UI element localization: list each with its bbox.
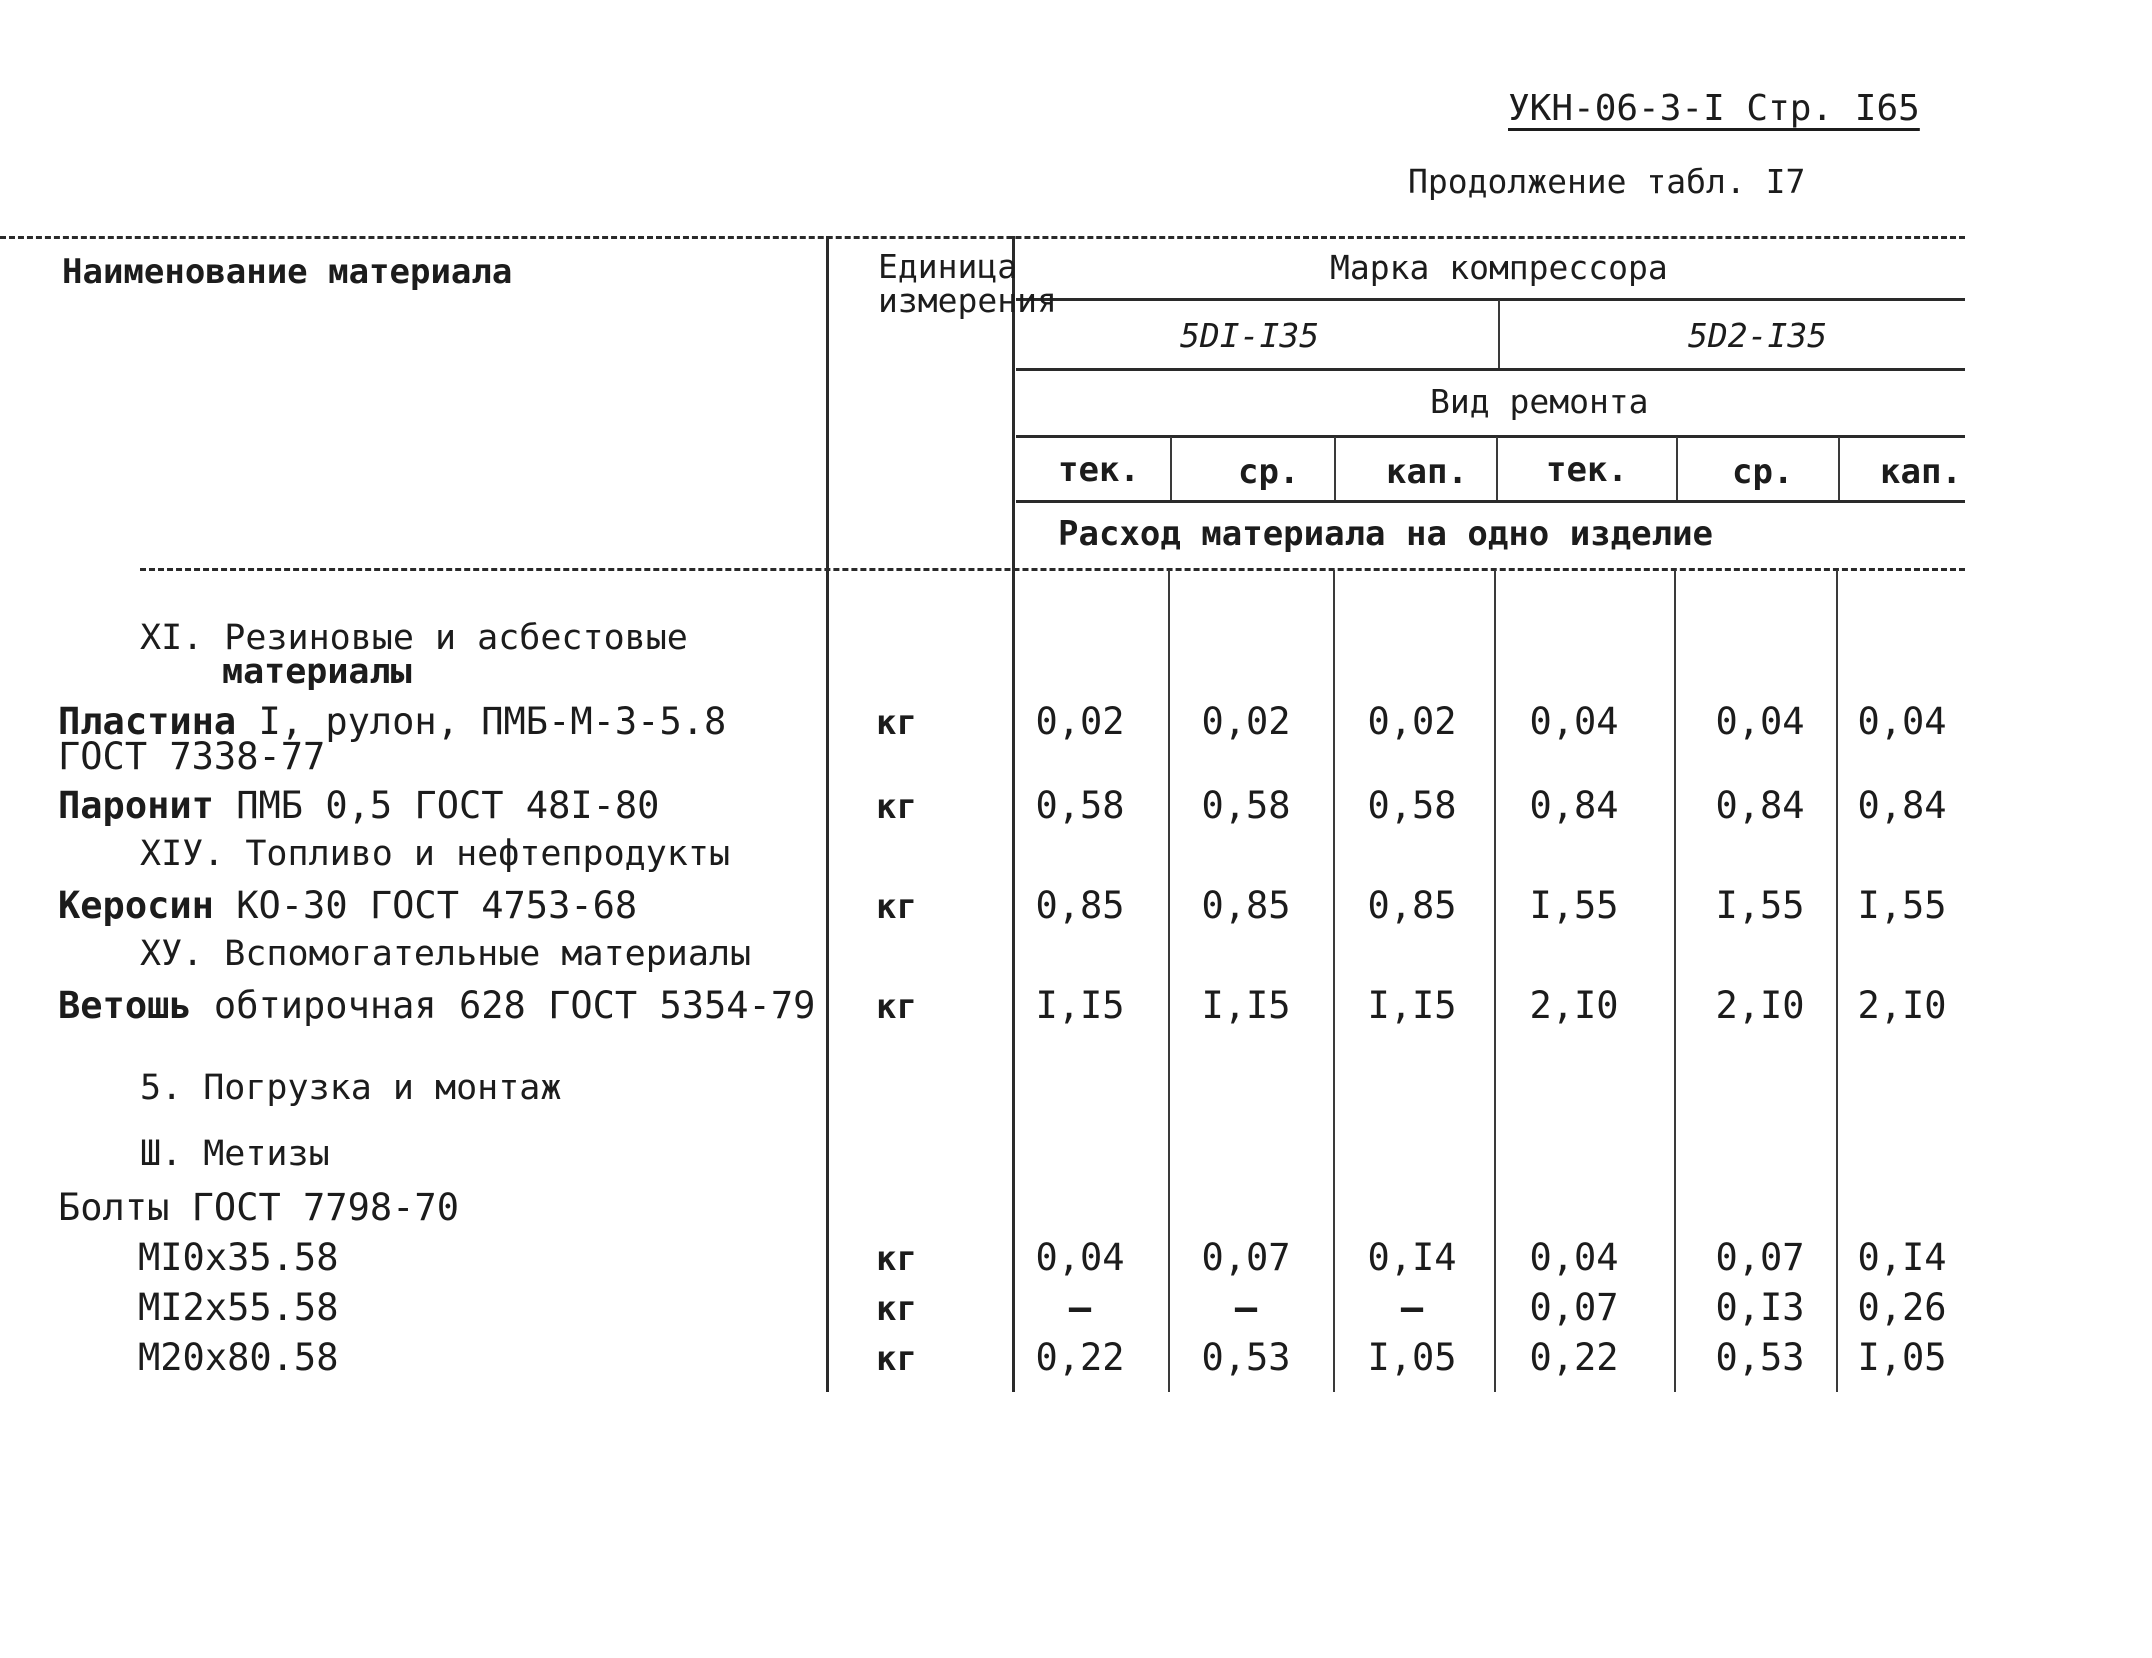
header-unit: Единица измерения — [878, 247, 1057, 320]
table-cell: 0,02 — [1367, 700, 1457, 743]
table-cell: 0,04 — [1529, 1236, 1619, 1279]
rule-under-brand — [1016, 298, 1965, 301]
table-top-rule — [0, 236, 1965, 239]
table-cell: I,55 — [1857, 884, 1947, 927]
col-divider-kind-4 — [1676, 437, 1678, 500]
table-continuation-note: Продолжение табл. I7 — [1408, 162, 1806, 201]
header-kind-6: кап. — [1880, 452, 1962, 492]
table-cell: 0,85 — [1201, 884, 1291, 927]
table-cell: 2,I0 — [1715, 984, 1805, 1027]
table-cell: 0,04 — [1035, 1236, 1125, 1279]
header-repair-type: Вид ремонта — [1430, 382, 1649, 421]
col-divider-kind-1 — [1170, 437, 1172, 500]
row-unit: кг — [876, 887, 917, 927]
table-cell: I,I5 — [1035, 984, 1125, 1027]
table-cell: 0,07 — [1529, 1286, 1619, 1329]
table-cell: 2,I0 — [1857, 984, 1947, 1027]
header-compressor-brand: Марка компрессора — [1330, 248, 1668, 287]
table-cell: 0,22 — [1035, 1336, 1125, 1379]
table-cell: – — [1400, 1286, 1424, 1329]
col-divider-models — [1498, 300, 1500, 368]
row-unit: кг — [876, 703, 917, 743]
table-cell: 0,53 — [1715, 1336, 1805, 1379]
row-name-rags: Ветошь обтирочная 628 ГОСТ 5354-79 — [58, 984, 816, 1027]
table-cell: 0,07 — [1201, 1236, 1291, 1279]
rule-under-models — [1016, 368, 1965, 371]
header-kind-4: тек. — [1546, 450, 1628, 490]
row-unit: кг — [876, 787, 917, 827]
section-auxiliary: ХУ. Вспомогательные материалы — [140, 934, 752, 974]
table-cell: 0,I4 — [1857, 1236, 1947, 1279]
table-cell: – — [1068, 1286, 1092, 1329]
row-unit: кг — [876, 1289, 917, 1329]
header-consumption: Расход материала на одно изделие — [1058, 514, 1714, 554]
table-cell: I,I5 — [1367, 984, 1457, 1027]
row-name-paronite: Паронит ПМБ 0,5 ГОСТ 48I-80 — [58, 784, 660, 827]
table-cell: I,05 — [1367, 1336, 1457, 1379]
table-cell: 0,04 — [1857, 700, 1947, 743]
table-cell: 0,02 — [1035, 700, 1125, 743]
table-cell: 0,I4 — [1367, 1236, 1457, 1279]
table-cell: 0,58 — [1367, 784, 1457, 827]
header-kind-5: ср. — [1732, 452, 1794, 492]
table-cell: 0,58 — [1201, 784, 1291, 827]
col-divider-kind-3 — [1496, 437, 1498, 500]
table-cell: 0,I3 — [1715, 1286, 1805, 1329]
rule-under-repair-kinds — [1016, 500, 1965, 503]
col-divider-name-unit — [826, 236, 829, 1392]
table-cell: 2,I0 — [1529, 984, 1619, 1027]
row-unit: кг — [876, 987, 917, 1027]
table-cell: 0,02 — [1201, 700, 1291, 743]
header-material-name: Наименование материала — [62, 252, 513, 292]
header-kind-1: тек. — [1058, 450, 1140, 490]
rule-under-repair-type — [1016, 435, 1965, 438]
document-code: УКН-06-3-I Стр. I65 — [1508, 88, 1920, 129]
table-cell: 0,04 — [1715, 700, 1805, 743]
table-cell: 0,84 — [1857, 784, 1947, 827]
table-cell: 0,26 — [1857, 1286, 1947, 1329]
row-name-plate-line2: ГОСТ 7338-77 — [58, 735, 326, 778]
table-cell: 0,84 — [1529, 784, 1619, 827]
row-unit: кг — [876, 1239, 917, 1279]
row-name-kerosene: Керосин КО-30 ГОСТ 4753-68 — [58, 884, 638, 927]
row-name-plate: Пластина I, рулон, ПМБ-М-3-5.8 — [58, 700, 727, 743]
table-cell: 0,85 — [1035, 884, 1125, 927]
section-bolts: Болты ГОСТ 7798-70 — [58, 1186, 459, 1229]
table-cell: 0,04 — [1529, 700, 1619, 743]
table-cell: 0,22 — [1529, 1336, 1619, 1379]
header-model-2: 5D2-I35 — [1688, 316, 1828, 355]
section-hardware: Ш. Метизы — [140, 1134, 330, 1174]
header-bottom-rule — [140, 568, 1965, 571]
table-cell: I,05 — [1857, 1336, 1947, 1379]
col-divider-kind-2 — [1334, 437, 1336, 500]
row-unit: кг — [876, 1339, 917, 1379]
table-cell: 0,58 — [1035, 784, 1125, 827]
table-cell: 0,53 — [1201, 1336, 1291, 1379]
section-loading: 5. Погрузка и монтаж — [140, 1068, 562, 1108]
section-rubber: XI. Резиновые и асбестовые — [140, 618, 688, 658]
header-model-1: 5DI-I35 — [1180, 316, 1320, 355]
row-name-bolt-m12: MI2x55.58 — [138, 1286, 339, 1329]
section-rubber-line2: материалы — [222, 652, 412, 692]
col-divider-body-4 — [1674, 570, 1676, 1392]
row-name-bolt-m10: MI0x35.58 — [138, 1236, 339, 1279]
section-fuel: XIУ. Топливо и нефтепродукты — [140, 834, 731, 874]
header-kind-2: ср. — [1238, 452, 1300, 492]
table-cell: 0,85 — [1367, 884, 1457, 927]
row-name-bolt-m20: M20x80.58 — [138, 1336, 339, 1379]
col-divider-kind-5 — [1838, 437, 1840, 500]
table-cell: 0,84 — [1715, 784, 1805, 827]
table-cell: – — [1234, 1286, 1258, 1329]
table-cell: I,55 — [1529, 884, 1619, 927]
table-cell: 0,07 — [1715, 1236, 1805, 1279]
header-kind-3: кап. — [1386, 452, 1468, 492]
table-cell: I,I5 — [1201, 984, 1291, 1027]
table-cell: I,55 — [1715, 884, 1805, 927]
